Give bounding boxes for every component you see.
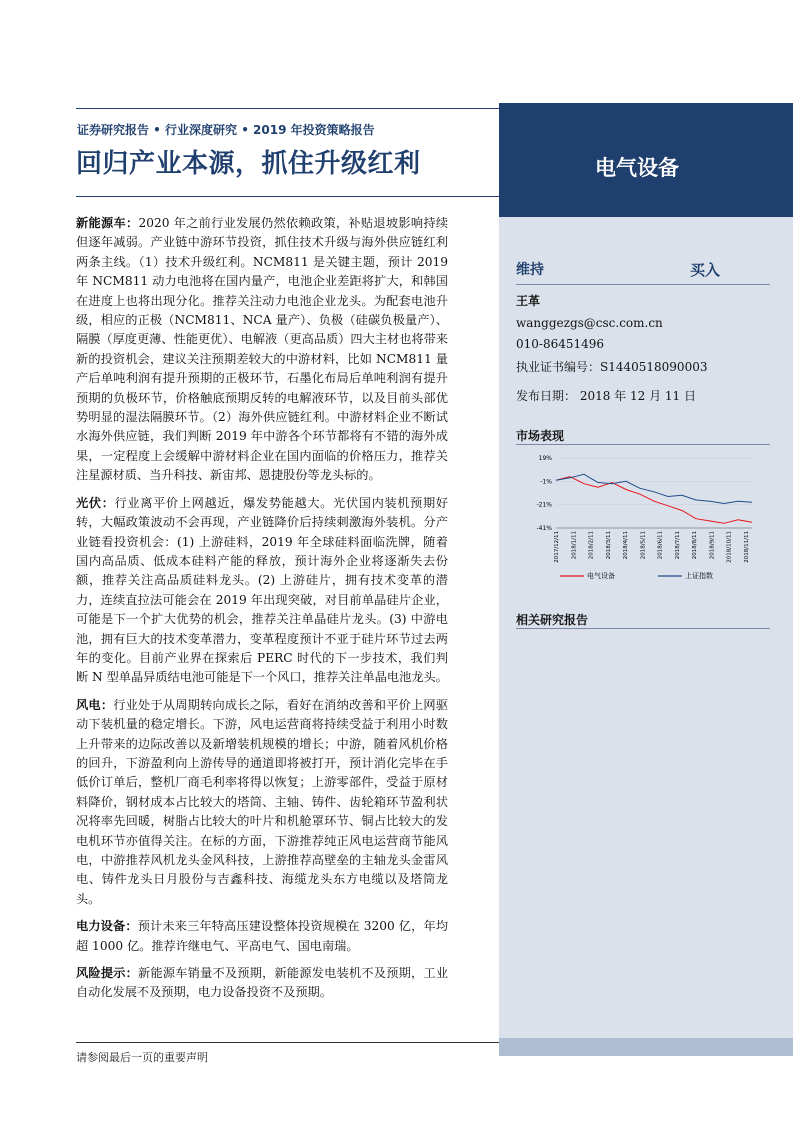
header-bottom-rule <box>76 196 499 197</box>
related-section-rule <box>516 628 770 629</box>
x-tick-label: 2018/5/11 <box>640 531 647 560</box>
header-top-rule <box>76 108 499 109</box>
sidebar-footer-band <box>499 1038 793 1056</box>
series-line-电气设备 <box>556 477 752 524</box>
series-line-上证指数 <box>556 474 752 503</box>
para-pv-text: 行业离平价上网越近，爆发势能越大。光伏国内装机预期好转，大幅政策波动不会再现，产业链降价后持续刺激海外装机。分产业链看投资机会：(1) 上游硅料，2019 年全球硅料面临洗牌，随着国内高品质、低成本硅料产能的释放，预计海外企业将逐渐失去份额，推荐关注高品质硅料龙头。(2) 上游硅片，拥有技术变革的潜力，连续直拉法可能会在 2019 年出现突破，对目前单晶硅片企业，可能是下一个扩大优势的机会，推荐关注单晶硅片龙头。(3) 中游电池，拥有巨大的技术变革潜力，变革程度预计不亚于硅片环节过去两年的变化。目前产业界在探索后 PERC 时代的下一步技术，我们判断 N 型单晶异质结电池可能是下一个风口，推荐关注单晶电池龙头。 <box>76 495 449 685</box>
analyst-cert: 执业证书编号：S1440518090003 <box>516 360 708 374</box>
x-tick-label: 2018/8/11 <box>692 531 699 560</box>
rating-rule <box>516 284 770 285</box>
para-ev-head: 新能源车： <box>76 216 139 230</box>
sector-name: 电气设备 <box>595 156 679 180</box>
market-section-rule <box>516 444 770 445</box>
y-tick-label: 19% <box>538 455 552 462</box>
footer-disclaimer[interactable]: 请参阅最后一页的重要声明 <box>76 1051 208 1064</box>
x-tick-label: 2017/12/11 <box>554 531 560 563</box>
x-tick-label: 2018/10/11 <box>726 531 733 563</box>
para-risk <box>76 964 448 1003</box>
rating-maintain: 维持 <box>516 262 544 278</box>
report-subtitle: 证券研究报告 • 行业深度研究 • 2019 年投资策略报告 <box>77 123 375 137</box>
para-risk-head: 风险提示： <box>76 966 139 981</box>
para-wind <box>76 696 448 909</box>
y-tick-label: -21% <box>536 501 552 509</box>
x-tick-label: 2018/2/11 <box>588 531 595 560</box>
legend-label: 电气设备 <box>587 572 615 580</box>
x-tick-label: 2018/6/11 <box>657 531 664 560</box>
para-ev-text: 2020 年之前行业发展仍然依赖政策，补贴退坡影响持续但逐年减弱。产业链中游环节投资，抓住技术升级与海外供应链红利两条主线。（1）技术升级红利。NCM811 是关键主题，预计 2019 年 NCM811 动力电池将在国内量产，电池企业差距将扩大，和韩国在进度上也将出现分化。推荐关注动力电池企业龙头。为配套电池升级，相应的正极（NCM811、NCA 量产）、负极（硅碳负极量产）、隔膜（厚度更薄、性能更优）、电解液（更高品质）四大主材也将带来新的投资机会，建议关注预期差较大的中游材料，比如 NCM811 量产后单吨利润有提升预期的正极环节，石墨化布局后单吨利润有提升预期的负极环节，价格触底预期反转的电解液环节，以及目前头部优势明显的湿法隔膜环节。（2）海外供应链红利。中游材料企业不断试水海外供应链，我们判断 2019 年中游各个环节都将有不错的海外成果，一定程度上会缓解中游材料企业在国内面临的价格压力，推荐关注星源材质、当升科技、新宙邦、恩捷股份等龙头标的。 <box>76 216 449 483</box>
x-tick-label: 2018/9/11 <box>709 531 716 560</box>
x-tick-label: 2018/3/11 <box>605 531 612 560</box>
report-body <box>76 214 448 1011</box>
para-pv <box>76 494 448 688</box>
market-chart <box>512 448 762 588</box>
report-title: 回归产业本源，抓住升级红利 <box>76 149 421 179</box>
rating-action: 买入 <box>690 261 721 279</box>
para-power-text: 预计未来三年特高压建设整体投资规模在 3200 亿，年均超 1000 亿。推荐许继电气、平高电气、国电南瑞。 <box>76 919 449 953</box>
sector-banner <box>499 103 793 217</box>
para-power-head: 电力设备： <box>76 919 138 934</box>
legend-label: 上证指数 <box>685 572 713 580</box>
para-wind-head: 风电： <box>76 697 114 712</box>
analyst-phone: 010-86451496 <box>516 337 605 351</box>
y-tick-label: -41% <box>536 525 552 532</box>
related-section-title: 相关研究报告 <box>516 613 589 627</box>
publish-date: 发布日期： 2018 年 12 月 11 日 <box>516 389 696 403</box>
x-tick-label: 2018/1/11 <box>571 531 578 560</box>
footer-rule <box>76 1042 499 1043</box>
y-tick-label: -1% <box>540 478 552 486</box>
para-pv-head: 光伏： <box>76 495 115 510</box>
para-wind-text: 行业处于从周期转向成长之际，看好在消纳改善和平价上网驱动下装机量的稳定增长。下游，风电运营商将持续受益于利用小时数上升带来的边际改善以及新增装机规模的增长；中游，随着风机价格的回升，下游盈利向上游传导的通道即将被打开，预计消化完毕在手低价订单后，整机厂商毛利率将得以恢复；上游零部件，受益于原材料降价，钢材成本占比较大的塔筒、主轴、铸件、齿轮箱环节盈利状况将率先回暖，树脂占比较大的叶片和机舱罩环节、铜占比较大的发电机环节亦值得关注。在标的方面，下游推荐纯正风电运营商节能风电，中游推荐风机龙头金风科技，上游推荐高壁垒的主轴龙头金雷风电、铸件龙头日月股份与吉鑫科技、海缆龙头东方电缆以及塔筒龙头。 <box>76 697 449 906</box>
market-section-title: 市场表现 <box>516 429 565 443</box>
x-tick-label: 2018/11/11 <box>744 531 750 563</box>
para-power <box>76 917 448 956</box>
para-ev <box>76 214 448 486</box>
para-risk-text: 新能源车销量不及预期，新能源发电装机不及预期，工业自动化发展不及预期，电力设备投资不及预期。 <box>76 966 449 1000</box>
x-tick-label: 2018/4/11 <box>623 531 630 560</box>
x-tick-label: 2018/7/11 <box>674 531 681 560</box>
analyst-email[interactable]: wanggezgs@csc.com.cn <box>516 316 663 330</box>
analyst-name: 王革 <box>516 294 541 308</box>
